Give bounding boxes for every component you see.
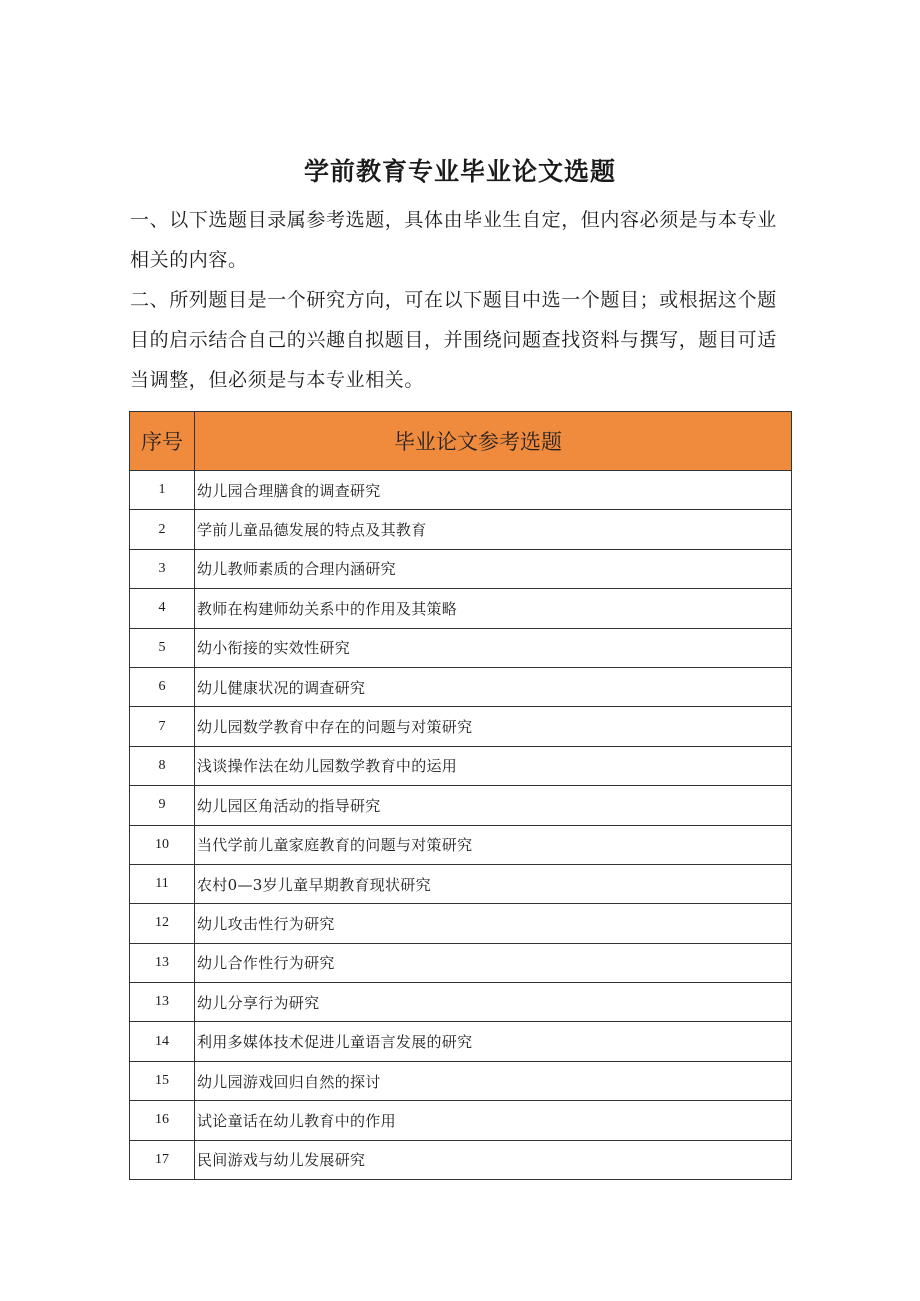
row-topic: 幼儿健康状况的调查研究 <box>195 667 792 706</box>
row-number: 2 <box>130 510 195 549</box>
row-topic: 当代学前儿童家庭教育的问题与对策研究 <box>195 825 792 864</box>
row-number: 6 <box>130 667 195 706</box>
row-number: 1 <box>130 471 195 510</box>
intro-notes <box>130 200 790 400</box>
row-topic: 幼儿园区角活动的指导研究 <box>195 786 792 825</box>
row-topic: 浅谈操作法在幼儿园数学教育中的运用 <box>195 746 792 785</box>
table-row <box>130 1061 792 1100</box>
topic-table <box>129 411 792 1180</box>
row-topic: 幼儿合作性行为研究 <box>195 943 792 982</box>
table-row <box>130 589 792 628</box>
table-row <box>130 983 792 1022</box>
table-row <box>130 825 792 864</box>
row-topic: 幼小衔接的实效性研究 <box>195 628 792 667</box>
table-row <box>130 1022 792 1061</box>
row-topic: 农村0—3岁儿童早期教育现状研究 <box>195 864 792 903</box>
row-topic: 教师在构建师幼关系中的作用及其策略 <box>195 589 792 628</box>
row-number: 11 <box>130 864 195 903</box>
table-row <box>130 707 792 746</box>
row-topic: 幼儿园游戏回归自然的探讨 <box>195 1061 792 1100</box>
row-number: 4 <box>130 589 195 628</box>
table-row <box>130 786 792 825</box>
header-number: 序号 <box>130 412 195 471</box>
table-row <box>130 1101 792 1140</box>
table-row <box>130 628 792 667</box>
table-row <box>130 746 792 785</box>
header-topic: 毕业论文参考选题 <box>195 412 792 471</box>
row-number: 17 <box>130 1140 195 1179</box>
row-number: 9 <box>130 786 195 825</box>
row-number: 10 <box>130 825 195 864</box>
row-topic: 利用多媒体技术促进儿童语言发展的研究 <box>195 1022 792 1061</box>
table-header-row <box>130 412 792 471</box>
row-number: 8 <box>130 746 195 785</box>
row-topic: 幼儿分享行为研究 <box>195 983 792 1022</box>
row-number: 14 <box>130 1022 195 1061</box>
row-topic: 幼儿攻击性行为研究 <box>195 904 792 943</box>
row-topic: 学前儿童品德发展的特点及其教育 <box>195 510 792 549</box>
table-row <box>130 943 792 982</box>
table-body <box>130 471 792 1180</box>
row-topic: 民间游戏与幼儿发展研究 <box>195 1140 792 1179</box>
table-row <box>130 510 792 549</box>
row-topic: 试论童话在幼儿教育中的作用 <box>195 1101 792 1140</box>
table-row <box>130 904 792 943</box>
row-number: 7 <box>130 707 195 746</box>
row-topic: 幼儿教师素质的合理内涵研究 <box>195 549 792 588</box>
row-number: 13 <box>130 943 195 982</box>
row-number: 5 <box>130 628 195 667</box>
row-number: 15 <box>130 1061 195 1100</box>
row-number: 3 <box>130 549 195 588</box>
table-row <box>130 667 792 706</box>
table-row <box>130 864 792 903</box>
intro-paragraph-2: 二、所列题目是一个研究方向，可在以下题目中选一个题目；或根据这个题目的启示结合自己的兴趣自拟题目，并围绕问题查找资料与撰写，题目可适当调整，但必须是与本专业相关。 <box>130 289 777 391</box>
intro-paragraph-1: 一、以下选题目录属参考选题，具体由毕业生自定，但内容必须是与本专业相关的内容。 <box>130 209 777 271</box>
row-topic: 幼儿园数学教育中存在的问题与对策研究 <box>195 707 792 746</box>
table-row <box>130 549 792 588</box>
table-row <box>130 1140 792 1179</box>
row-number: 13 <box>130 983 195 1022</box>
table-row <box>130 471 792 510</box>
row-number: 16 <box>130 1101 195 1140</box>
page-title: 学前教育专业毕业论文选题 <box>303 156 616 186</box>
row-topic: 幼儿园合理膳食的调查研究 <box>195 471 792 510</box>
row-number: 12 <box>130 904 195 943</box>
